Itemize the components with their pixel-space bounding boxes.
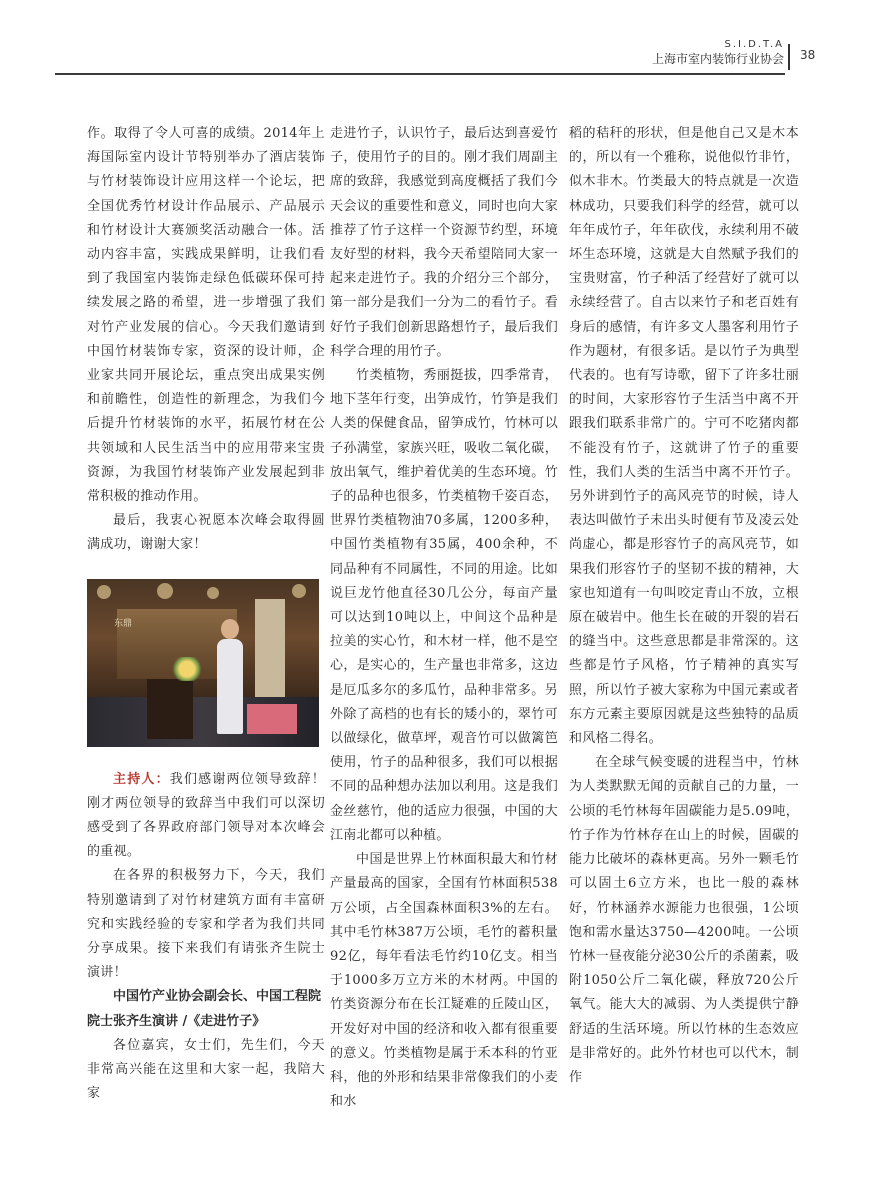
column-1 — [87, 122, 325, 1107]
host-label: 主持人： — [113, 771, 170, 787]
column-3 — [569, 122, 799, 1090]
paragraph: 在全球气候变暖的进程当中，竹林为人类默默无闻的贡献自己的力量，一公顷的毛竹林每年固碳能力是5.09吨，竹子作为竹林存在山上的时候，固碳的能力比破坏的森林更高。另外一颗毛竹可以固土6立方米，也比一般的森林好，竹林涵养水源能力也很强，1公顷饱和需水量达3750—4200吨。一公顷竹林一昼夜能分泌30公斤的杀菌素，吸附1050公斤二氧化碳，释放720公斤氧气。能大大的减弱、为人类提供宁静舒适的生活环境。所以竹林的生态效应是非常好的。此外竹材也可以代木，制作 — [569, 755, 799, 1085]
column-2 — [330, 122, 558, 1114]
page-header — [0, 0, 884, 80]
paragraph: 中国是世界上竹林面积最大和竹材产量最高的国家，全国有竹林面积538万公顷，占全国森林面积3%的左右。其中毛竹林387万公顷，毛竹的蓄积量92亿，每年看法毛竹约10亿支。相当于1000多万立方米的木材两。中国的竹类资源分布在长江疑难的丘陵山区，开发好对中国的经济和收入都有很重要的意义。竹类植物是属于禾本科的竹亚科，他的外形和结果非常像我们的小麦和水 — [330, 852, 558, 1110]
host-text: 我们感谢两位领导致辞！刚才两位领导的致辞当中我们可以深切感受到了各界政府部门领导对本次峰会的重视。 — [87, 771, 325, 860]
photo-sign-text: 东鼎 — [114, 618, 133, 629]
paragraph: 作。取得了令人可喜的成绩。2014年上海国际室内设计节特别举办了酒店装饰与竹材装饰设计应用这样一个论坛，把全国优秀竹材设计作品展示、产品展示和竹材设计大赛颁奖活动融合一体。活动内容丰富，实践成果鲜明，让我们看到了我国室内装饰走绿色低碳环保可持续发展之路的希望，进一步增强了我们对竹产业发展的信心。今天我们邀请到中国竹材装饰专家，资深的设计师，企业家共同开展论坛，重点突出成果实例和前瞻性，创造性的新理念，为我们今后提升竹材装饰的水平，拓展竹材在公共领域和人民生活当中的应用带来宝贵资源，为我国竹材装饰产业发展起到非常积极的推动作用。 — [87, 126, 325, 505]
paragraph: 竹类植物，秀丽挺拔，四季常青，地下茎年行变，出笋成竹，竹笋是我们人类的保健食品，留笋成竹，竹林可以子孙满堂，家族兴旺，吸收二氧化碳，放出氧气，维护着优美的生态环境。竹子的品种也很多，竹类植物千姿百态，世界竹类植物油70多属，1200多种，中国竹类植物有35属，400余种，不同品种有不同属性，不同的用途。比如说巨龙竹他直径30几公分，每亩产量可以达到10吨以上，中间这个品种是拉美的实心竹，和木材一样，他不是空心，是实心的，生产量也非常多，这边是厄瓜多尔的多瓜竹，品种非常多。另外除了高档的也有长的矮小的，翠竹可以做绿化，做草坪，观音竹可以做篱笆使用，竹子的品种很多，我们可以根据不同的品种想办法加以利用。这是我们金丝慈竹，他的适应力很强，中国的大江南北都可以种植。 — [330, 368, 558, 843]
publisher-block — [524, 39, 784, 67]
photo-light — [157, 583, 173, 599]
host-paragraph — [87, 768, 325, 865]
paragraph: 最后，我衷心祝愿本次峰会取得圆满成功，谢谢大家！ — [87, 513, 325, 553]
header-divider — [788, 44, 790, 70]
paragraph: 走进竹子，认识竹子，最后达到喜爱竹子，使用竹子的目的。刚才我们周副主席的致辞，我感觉到高度概括了我们今天会议的重要性和意义，同时也向大家推荐了竹子这样一个资源节约型，环境友好型的材料，我今天希望陪同大家一起来走进竹子。我的介绍分三个部分，第一部分是我们一分为二的看竹子。看好竹子我们创新思路想竹子，最后我们科学合理的用竹子。 — [330, 126, 558, 359]
publisher-name: 上海市室内装饰行业协会 — [651, 52, 784, 66]
photo-speaker-head — [221, 619, 239, 639]
photo-screen — [247, 704, 297, 734]
publisher-abbreviation: S.I.D.T.A — [724, 39, 784, 50]
photo-light — [207, 587, 219, 599]
paragraph: 稻的秸秆的形状，但是他自己又是木本的，所以有一个雅称，说他似竹非竹，似木非木。竹类最大的特点就是一次造林成功，只要我们科学的经营，就可以年年成竹子，年年砍伐，永续利用不破坏生态环境，这就是大自然赋予我们的宝贵财富，竹子种活了经营好了就可以永续经营了。自古以来竹子和老百姓有身后的感情，有许多文人墨客利用竹子作为题材，有很多话。是以竹子为典型代表的。也有写诗歌，留下了许多壮丽的时间，大家形容竹子生活当中离不开跟我们联系非常广的。宁可不吃猪肉都不能没有竹子，这就讲了竹子的重要性，我们人类的生活当中离不开竹子。另外讲到竹子的高风亮节的时候，诗人表达叫做竹子未出头时便有节及凌云处尚虚心，都是形容竹子的高风亮节，如果我们形容竹子的坚韧不拔的精神，大家也知道有一句叫咬定青山不放，立根原在破岩中。他生长在破的开裂的岩石的缝当中。这些意思都是非常深的。这些都是竹子风格，竹子精神的真实写照，所以竹子被大家称为中国元素或者东方元素主要原因就是这些独特的品质和风格二得名。 — [569, 126, 799, 747]
photo-speaker — [217, 639, 243, 734]
paragraph: 在各界的积极努力下，今天，我们特别邀请到了对竹材建筑方面有丰富研究和实践经验的专家和学者为我们共同分享成果。接下来我们有请张齐生院士演讲！ — [87, 868, 325, 981]
page-number: 38 — [800, 48, 816, 62]
photo-podium — [147, 679, 193, 739]
speech-heading: 中国竹产业协会副会长、中国工程院院士张齐生演讲 /《走进竹子》 — [87, 989, 322, 1029]
photo-light — [292, 584, 306, 598]
paragraph: 各位嘉宾，女士们，先生们，今天非常高兴能在这里和大家一起，我陪大家 — [87, 1037, 325, 1102]
photo-flowers — [172, 657, 202, 681]
photo-light — [97, 585, 111, 599]
header-rule — [55, 73, 785, 75]
conference-photo — [87, 579, 319, 747]
photo-column — [255, 599, 285, 709]
